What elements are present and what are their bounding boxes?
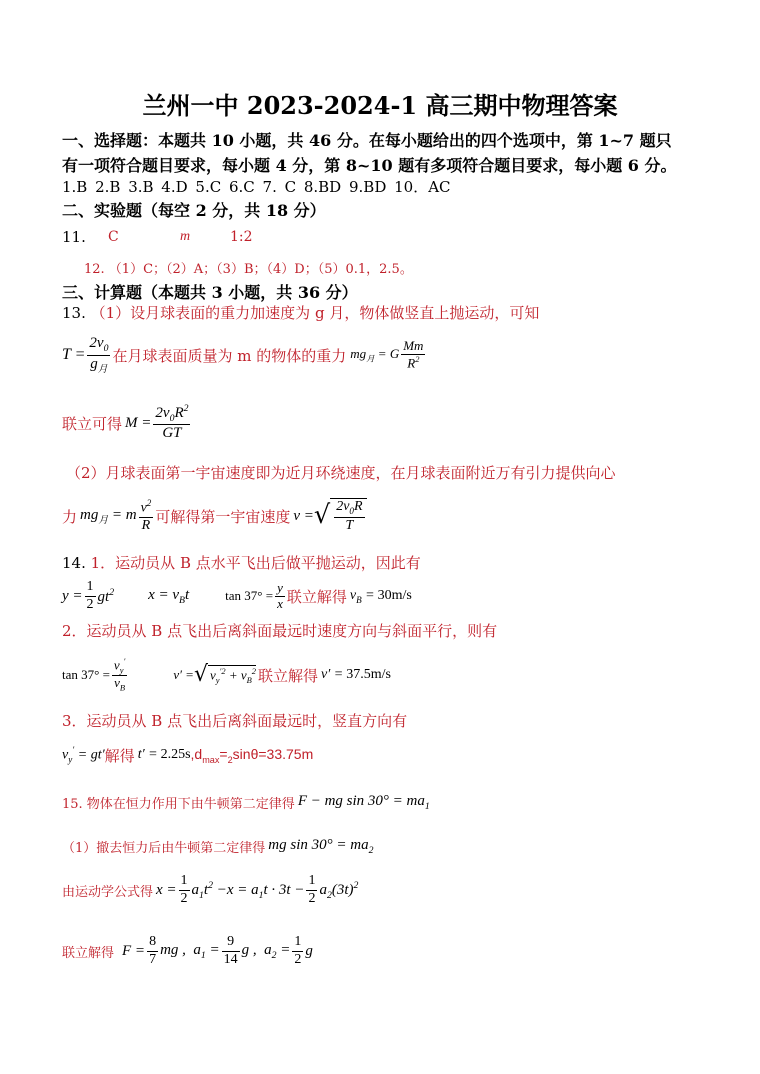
fraction-half-3: $\frac{1}{2}$ (308, 873, 316, 906)
fraction-9-14: $\frac{9}{14}$ (223, 934, 238, 967)
fraction-vy-over-vb: $\frac{v_y'}{v_B}$ (113, 655, 126, 693)
fraction-velocity: $\frac{2v_0R}{T}$ (336, 499, 363, 533)
q11-answer-a: C (108, 229, 119, 245)
q13-text-combine: 联立可得 (62, 414, 123, 433)
fraction-mass: $\frac{2v_0R^2}{GT}$ (155, 403, 189, 442)
q14-solve3: 解得 (104, 746, 135, 765)
q14-number: 14. (62, 554, 86, 572)
q14-part2: 2．运动员从 B 点飞出后离斜面最远时速度方向与斜面平行，则有 (62, 622, 498, 640)
fraction-8-7: $\frac{8}{7}$ (149, 934, 157, 967)
t-result: 2.25s (160, 747, 191, 762)
section1-heading-line1: 一、选择题：本题共 10 小题，共 46 分。在每小题给出的四个选项中，第 1~7 题只 (62, 131, 672, 150)
page-title: 兰州一中 2023-2024-1 高三期中物理答案 (142, 91, 618, 120)
q13-line1 (62, 302, 539, 323)
q13-text-force: 力 (62, 507, 78, 526)
q13-formula-row1 (62, 330, 427, 380)
fraction-2v0-over-g: $\frac{2v_0}{g_月}$ (89, 335, 109, 375)
fraction-1-2: $\frac{1}{2}$ (294, 934, 302, 967)
vb-result: 30m/s (377, 588, 412, 603)
fraction-half-2: $\frac{1}{2}$ (180, 873, 188, 906)
q11-number: 11. (62, 228, 86, 246)
dmax-formula: $,d_{max}=_2\sin\theta=33.75m$ (190, 745, 314, 765)
section2-heading: 二、实验题（每空 2 分，共 18 分） (62, 201, 326, 220)
q12-text: 12. （1）C；（2）A；（3）B；（4）D；（5）0.1，2.5。 (84, 262, 413, 277)
q13-text-mid: 在月球表面质量为 m 的物体的重力 (112, 346, 347, 365)
q13-text1: （1）设月球表面的重力加速度为 g 月，物体做竖直上抛运动，可知 (90, 304, 540, 322)
q13-formula-row3 (62, 492, 367, 540)
q15-line2 (62, 834, 373, 858)
formula-vprime-result: v′ = (321, 667, 344, 682)
formula-gravity: $mg_月 = G$ (350, 345, 400, 364)
formula-tan37: tan 37° = (225, 588, 274, 603)
q13-formula-row2 (62, 400, 192, 446)
formula-kinematics-a: $a_1t^2 -x = a_1t \cdot 3t$ − (191, 879, 305, 901)
formula-newton2: mg $\sin 30^\circ = ma_2$ (268, 836, 374, 856)
q15-line1 (62, 790, 430, 814)
q13-line2: （2）月球表面第一宇宙速度即为近月环绕速度，在月球表面附近万有引力提供向心 (66, 464, 616, 482)
q14-formula-row2 (62, 652, 391, 698)
mc-answers: 1.B 2.B 3.B 4.D 5.C 6.C 7. C 8.BD 9.BD 10．AC (62, 178, 451, 196)
formula-x-eq: x = (156, 881, 177, 898)
sqrt-icon-2: √ (193, 662, 208, 687)
q14-formula-row3 (62, 740, 313, 770)
formula-velocity: v = (293, 507, 314, 524)
sqrt-content: $v_y^{'2} + v_B^2$ (209, 666, 257, 685)
fraction-y-over-x: $\frac{y}{x}$ (277, 579, 283, 611)
formula-vb: $v_B$ = (349, 587, 375, 605)
formula-mg: mg , $a_1$ = (160, 941, 220, 961)
q15-text1: 15. 物体在恒力作用下由牛顿第二定律得 (62, 796, 295, 812)
formula-t: t′ = (137, 747, 158, 762)
formula-centripetal: $mg_月 = m$ (80, 506, 137, 526)
section3-heading: 三、计算题（本题共 3 小题，共 36 分） (62, 283, 358, 302)
q14-solve2: 联立解得 (258, 666, 319, 685)
formula-tan37-2: tan 37° = (62, 667, 110, 682)
formula-vy-gt: $v_y' = gt'$ (62, 745, 105, 765)
q15-text4: 联立解得 (62, 945, 115, 961)
q14-formula-row1 (62, 576, 412, 616)
formula-x: $x = v_Bt$ (148, 586, 190, 606)
q14-part3: 3．运动员从 B 点飞出后离斜面最远时，竖直方向有 (62, 712, 408, 730)
formula-vprime: v′ = (173, 667, 194, 682)
sqrt-icon: √ (313, 500, 331, 531)
q15-line3 (62, 868, 358, 912)
q11-answer-b: m (180, 229, 191, 244)
q15-line4 (62, 928, 313, 974)
formula-g1: g , $a_2$ = (241, 941, 291, 961)
section1-heading-line2: 有一项符合题目要求，每小题 4 分，第 8~10 题有多项符合题目要求，每小题 6 分。 (62, 156, 677, 175)
fraction-Mm-over-R2: $\frac{Mm}{R^2}$ (403, 337, 424, 371)
formula-newton1: F − mg $\sin 30^\circ = ma_1$ (297, 792, 430, 812)
formula-gt2: $gt^2$ (97, 586, 115, 605)
fraction-v2-over-R: $\frac{v^2}{R}$ (140, 498, 152, 533)
q13-number: 13. (62, 304, 86, 322)
vprime-result: 37.5m/s (346, 667, 391, 682)
formula-g2: g (305, 942, 313, 959)
q13-text-solve: 可解得第一宇宙速度 (155, 507, 291, 526)
q12-answers (84, 258, 413, 277)
fraction-half: $\frac{1}{2}$ (86, 579, 94, 612)
formula-period: T = (62, 346, 86, 363)
formula-y: y = (62, 587, 83, 604)
q14-part1 (62, 552, 421, 573)
formula-kinematics-b: $a_2(3t)^2$ (319, 879, 359, 901)
q15-text3: 由运动学公式得 (62, 884, 154, 900)
q11-answer-c: 1:2 (230, 229, 253, 245)
q15-text2: （1）撤去恒力后由牛顿第二定律得 (62, 840, 266, 856)
formula-mass: M = (125, 414, 152, 431)
formula-F: F = (122, 942, 146, 959)
q14-solve1: 联立解得 (286, 587, 347, 606)
q14-part1-text: 1．运动员从 B 点水平飞出后做平抛运动，因此有 (90, 554, 421, 572)
